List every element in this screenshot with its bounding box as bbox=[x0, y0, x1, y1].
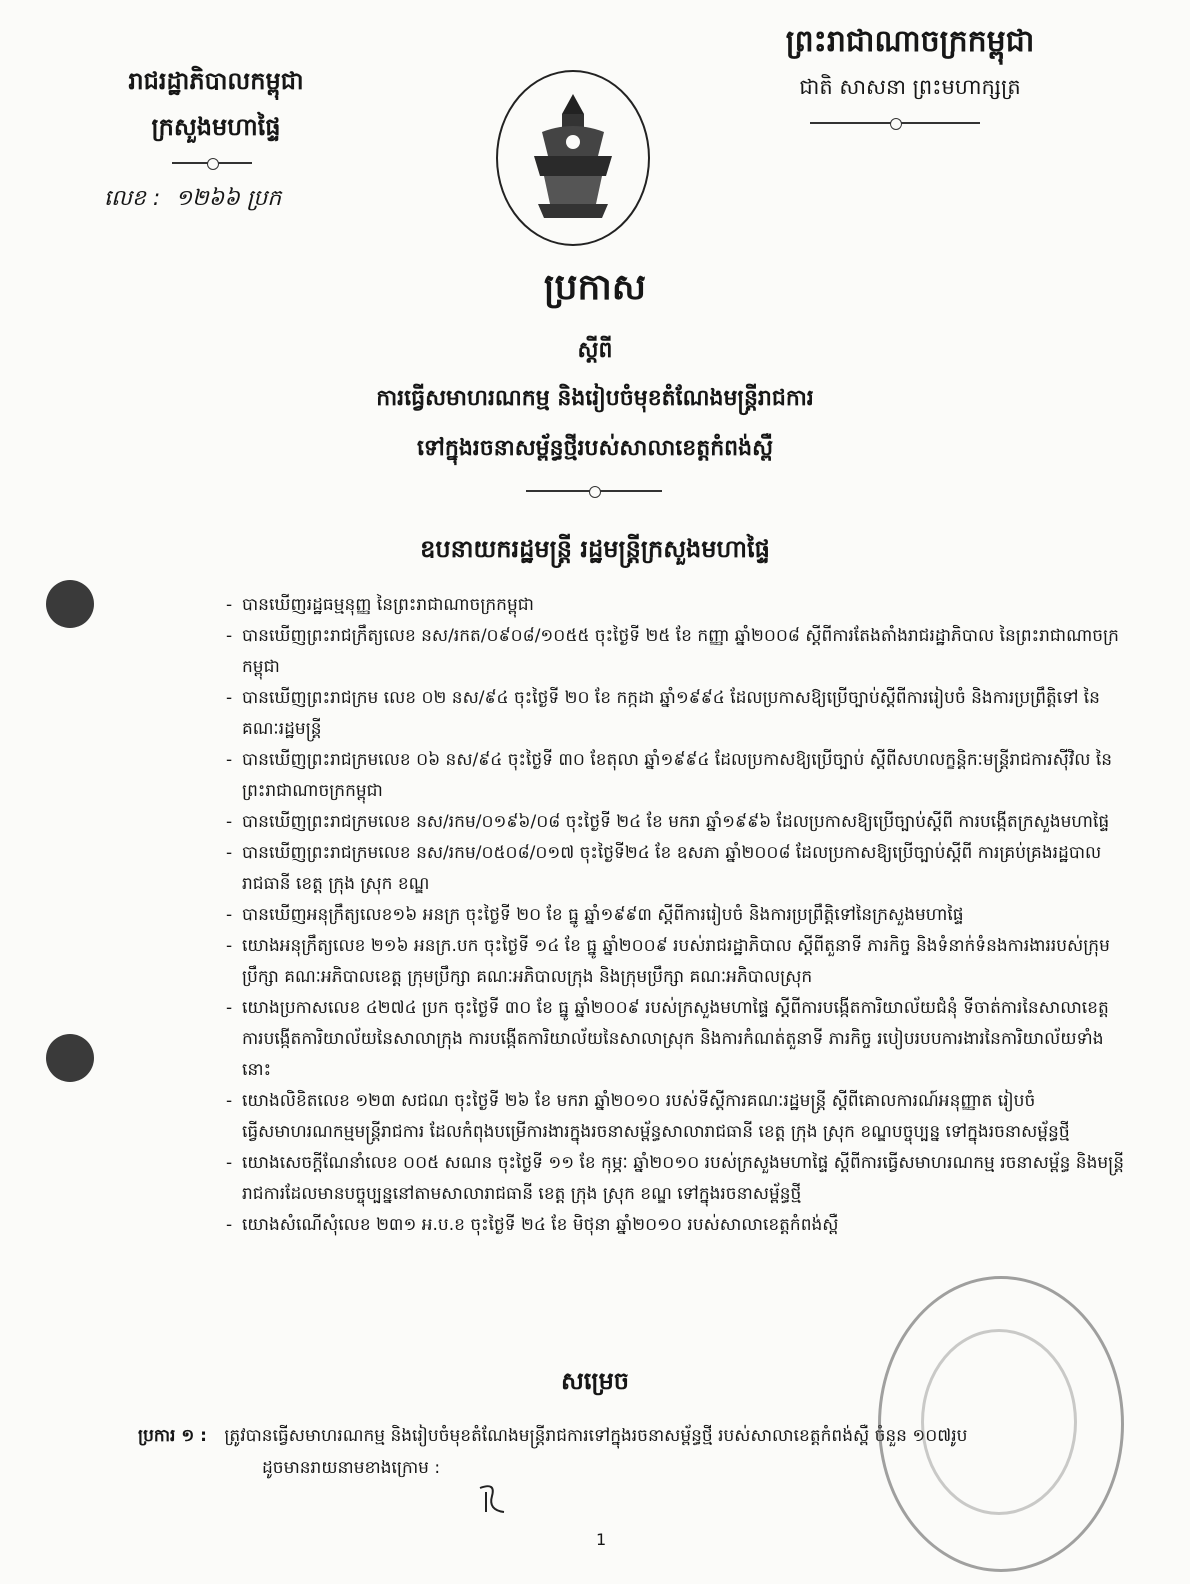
decision-heading: សម្រេច bbox=[560, 1367, 630, 1395]
article-continuation: ដូចមានរាយនាមខាងក្រោម : bbox=[262, 1458, 441, 1478]
preamble-item: - យោងសំណើសុំលេខ ២៣១ អ.ប.ខ ចុះថ្ងៃទី ២៤ ខែ មិថុនា ឆ្នាំ២០១០ របស់សាលាខេត្តកំពង់ស្ពឺ bbox=[226, 1210, 1126, 1241]
preamble-list bbox=[226, 590, 1126, 1241]
royal-emblem-seal bbox=[496, 70, 650, 246]
article-text: ត្រូវបានធ្វើសមាហរណកម្ម និងរៀបចំមុខតំណែងមន្ត្រីរាជការទៅក្នុងរចនាសម្ព័ន្ធថ្មី របស់សាលាខេត្តកំពង់ស្ពឺ ចំនួន ១០៧រូប bbox=[224, 1426, 968, 1446]
initials-signature bbox=[474, 1482, 514, 1518]
punch-hole-bottom bbox=[46, 1034, 94, 1082]
document-number bbox=[104, 184, 281, 216]
preamble-item: - យោងអនុក្រឹត្យលេខ ២១៦ អនក្រ.បក ចុះថ្ងៃទី ១៤ ខែ ធ្នូ ឆ្នាំ២០០៩ របស់រាជរដ្ឋាភិបាល ស្តីពីតួនាទី ភារកិច្ច និងទំនាក់ទំនងការងាររបស់ក្រុមប្រឹក្សា គណៈអភិបាលខេត្ត ក្រុមប្រឹក្សា គណៈអភិបាលក្រុង និងក្រុមប្រឹក្សា គណៈអភិបាលស្រុក bbox=[226, 931, 1126, 993]
document-type-title: ប្រកាស bbox=[543, 267, 647, 308]
government-name: រាជរដ្ឋាភិបាលកម្ពុជា bbox=[128, 67, 304, 95]
royal-emblem-icon bbox=[498, 72, 648, 244]
preamble-item: - បានឃើញព្រះរាជក្រឹត្យលេខ នស/រកត/០៩០៨/១០៥៥ ចុះថ្ងៃទី ២៥ ខែ កញ្ញា ឆ្នាំ២០០៨ ស្តីពីការតែងតាំងរាជរដ្ឋាភិបាល នៃព្រះរាជាណាចក្រកម្ពុជា bbox=[226, 621, 1126, 683]
article-label: ប្រការ ១ : bbox=[138, 1426, 207, 1446]
preamble-item: - បានឃើញអនុក្រឹត្យលេខ១៦ អនក្រ ចុះថ្ងៃទី ២០ ខែ ធ្នូ ឆ្នាំ១៩៩៣ ស្តីពីការរៀបចំ និងការប្រព្រឹត្តិទៅនៃក្រសួងមហាផ្ទៃ bbox=[226, 900, 1126, 931]
ministry-stamp bbox=[878, 1276, 1124, 1572]
number-label: លេខ : bbox=[104, 186, 161, 211]
preamble-item: - បានឃើញព្រះរាជក្រម លេខ ០២ នស/៩៤ ចុះថ្ងៃទី ២០ ខែ កក្កដា ឆ្នាំ១៩៩៤ ដែលប្រកាសឱ្យប្រើច្បាប់ស្តីពីការរៀបចំ និងការប្រព្រឹត្តិទៅ នៃគណៈរដ្ឋមន្ត្រី bbox=[226, 683, 1126, 745]
ministry-name: ក្រសួងមហាផ្ទៃ bbox=[151, 113, 281, 141]
preamble-item: - យោងប្រកាសលេខ ៤២៧៤ ប្រក ចុះថ្ងៃទី ៣០ ខែ ធ្នូ ឆ្នាំ២០០៩ របស់ក្រសួងមហាផ្ទៃ ស្តីពីការបង្កើតការិយាល័យជំនុំ ទីចាត់ការនៃសាលាខេត្ត ការបង្កើតការិយាល័យនៃសាលាក្រុង ការបង្កើតការិយាល័យនៃសាលាស្រុក និងការកំណត់តួនាទី ភារកិច្ច របៀបរបបការងារនៃការិយាល័យទាំងនោះ bbox=[226, 993, 1126, 1086]
preamble-item: - យោងសេចក្តីណែនាំលេខ ០០៥ សណន ចុះថ្ងៃទី ១១ ខែ កុម្ភៈ ឆ្នាំ២០១០ របស់ក្រសួងមហាផ្ទៃ ស្តីពីការធ្វើសមាហរណកម្ម រចនាសម្ព័ន្ធ និងមន្ត្រីរាជការដែលមានបច្ចុប្បន្ននៅតាមសាលារាជធានី ខេត្ត ក្រុង ស្រុក ខណ្ឌ ទៅក្នុងរចនាសម្ព័ន្ធថ្មី bbox=[226, 1148, 1126, 1210]
preamble-item: - យោងលិខិតលេខ ១២៣ សជណ ចុះថ្ងៃទី ២៦ ខែ មករា ឆ្នាំ២០១០ របស់ទីស្តីការគណៈរដ្ឋមន្ត្រី ស្តីពីគោលការណ៍អនុញ្ញាត រៀបចំធ្វើសមាហរណកម្មមន្ត្រីរាជការ ដែលកំពុងបម្រើការងារក្នុងរចនាសម្ព័ន្ធសាលារាជធានី ខេត្ត ក្រុង ស្រុក ខណ្ឌបច្ចុប្បន្ន ទៅក្នុងរចនាសម្ព័ន្ធថ្មី bbox=[226, 1086, 1126, 1148]
title-ornament bbox=[526, 490, 662, 492]
preamble-item: - បានឃើញព្រះរាជក្រមលេខ ០៦ នស/៩៤ ចុះថ្ងៃទី ៣០ ខែតុលា ឆ្នាំ១៩៩៤ ដែលប្រកាសឱ្យប្រើច្បាប់ ស្តីពីសហលក្ខន្តិកៈមន្ត្រីរាជការស៊ីវិល នៃព្រះរាជាណាចក្រកម្ពុជា bbox=[226, 745, 1126, 807]
punch-hole-top bbox=[46, 580, 94, 628]
preamble-item: - បានឃើញព្រះរាជក្រមលេខ នស/រកម/០១៩៦/០៨ ចុះថ្ងៃទី ២៤ ខែ មករា ឆ្នាំ១៩៩៦ ដែលប្រកាសឱ្យប្រើច្បាប់ស្តីពី ការបង្កើតក្រសួងមហាផ្ទៃ bbox=[226, 807, 1126, 838]
signatory-title: ឧបនាយករដ្ឋមន្ត្រី រដ្ឋមន្ត្រីក្រសួងមហាផ្ទៃ bbox=[420, 535, 770, 563]
title-on: ស្តីពី bbox=[577, 338, 613, 363]
subject-line-2: ទៅក្នុងរចនាសម្ព័ន្ធថ្មីរបស់សាលាខេត្តកំពង់ស្ពឺ bbox=[416, 436, 774, 461]
preamble-item: - បានឃើញព្រះរាជក្រមលេខ នស/រកម/០៥០៨/០១៧ ចុះថ្ងៃទី២៤ ខែ ឧសភា ឆ្នាំ២០០៨ ដែលប្រកាសឱ្យប្រើច្បាប់ស្តីពី ការគ្រប់គ្រងរដ្ឋបាលរាជធានី ខេត្ត ក្រុង ស្រុក ខណ្ឌ bbox=[226, 838, 1126, 900]
kingdom-title: ព្រះរាជាណាចក្រកម្ពុជា bbox=[785, 24, 1035, 59]
ministry-stamp-inner bbox=[921, 1329, 1077, 1515]
motto-ornament bbox=[810, 122, 980, 124]
national-motto: ជាតិ សាសនា ព្រះមហាក្សត្រ bbox=[799, 75, 1021, 99]
number-value: ១២៦៦ ប្រក bbox=[175, 186, 282, 211]
subject-line-1: ការធ្វើសមាហរណកម្ម និងរៀបចំមុខតំណែងមន្ត្រីរាជការ bbox=[376, 386, 814, 411]
ministry-ornament bbox=[172, 162, 252, 164]
preamble-item: - បានឃើញរដ្ឋធម្មនុញ្ញ នៃព្រះរាជាណាចក្រកម្ពុជា bbox=[226, 590, 1126, 621]
page-number: 1 bbox=[596, 1530, 607, 1549]
